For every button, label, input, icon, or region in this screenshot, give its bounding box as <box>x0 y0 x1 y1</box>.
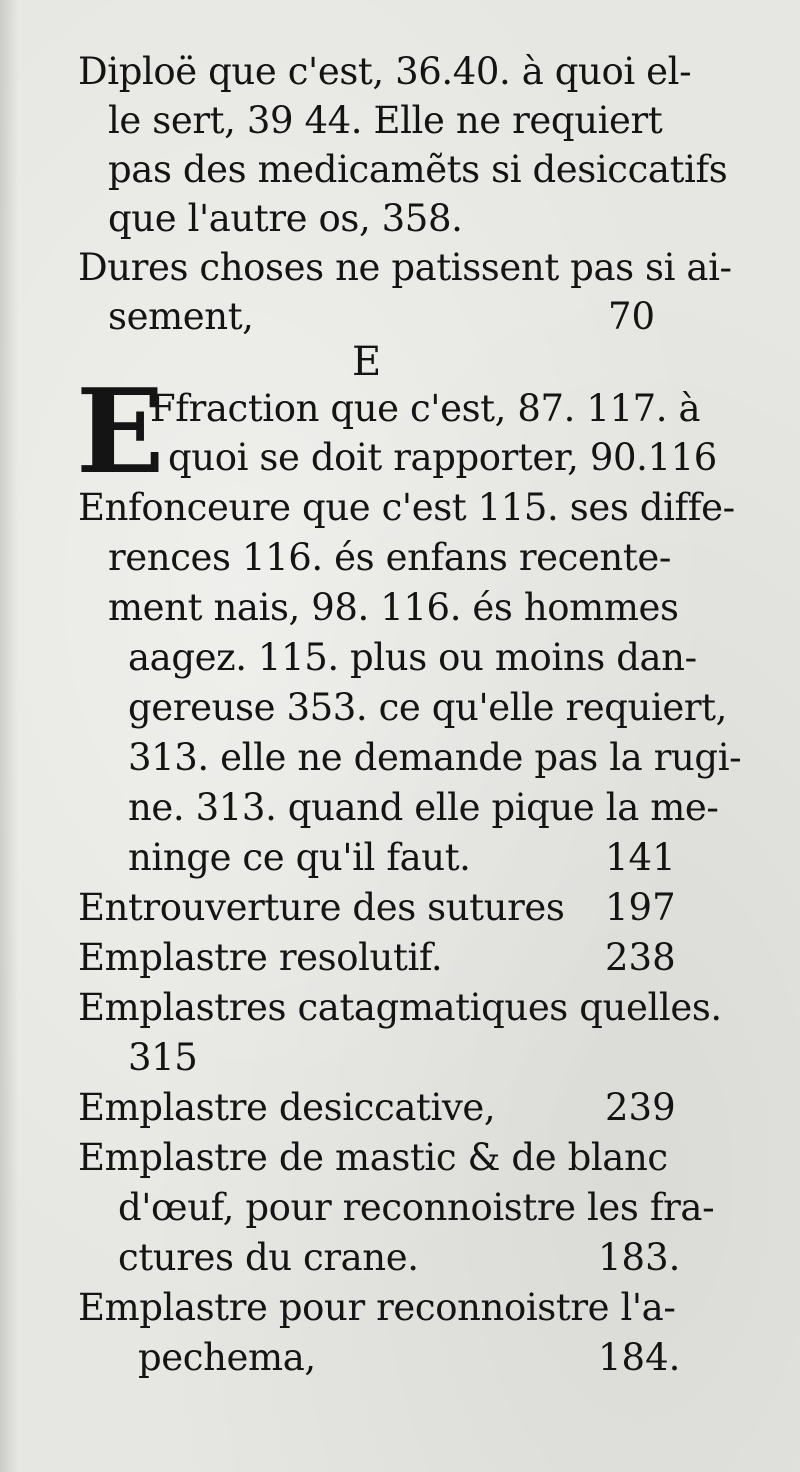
index-entry-line: Ffraction que c'est, 87. 117. à <box>150 387 701 430</box>
index-entry-line: Emplastre pour reconnoistre l'a- <box>78 1286 676 1329</box>
index-entry-line: ment nais, 98. 116. és hommes <box>108 586 679 629</box>
index-entry-line: Entrouverture des sutures <box>78 886 565 929</box>
page-number: 70 <box>608 295 656 338</box>
page-number: 183. <box>598 1236 681 1279</box>
index-entry-line: le sert, 39 44. Elle ne requiert <box>108 99 663 142</box>
index-entry-line: gereuse 353. ce qu'elle requiert, <box>128 686 728 729</box>
index-entry-line: 313. elle ne demande pas la rugi- <box>128 736 742 779</box>
index-entry-line: que l'autre os, 358. <box>108 197 463 240</box>
index-entry-line: pechema, <box>138 1336 316 1379</box>
index-entry-line: ne. 313. quand elle pique la me- <box>128 786 719 829</box>
page-number: 141 <box>605 836 676 879</box>
index-entry-line: Dures choses ne patissent pas si ai- <box>78 246 732 289</box>
index-entry-line: Emplastre de mastic & de blanc <box>78 1136 668 1179</box>
index-entry-line: rences 116. és enfans recente- <box>108 536 671 579</box>
page-number: 184. <box>598 1336 681 1379</box>
page-number: 197 <box>605 886 676 929</box>
index-entry-line: 315 <box>128 1036 198 1079</box>
page-edge-shadow <box>0 0 18 1472</box>
index-entry-line: sement, <box>108 295 254 338</box>
index-entry-line: pas des medicamẽts si desiccatifs <box>108 148 728 191</box>
index-entry-line: ctures du crane. <box>118 1236 419 1279</box>
index-entry-line: Enfonceure que c'est 115. ses diffe- <box>78 486 735 529</box>
index-entry-line: Emplastre desiccative, <box>78 1086 496 1129</box>
page-number: 239 <box>605 1086 676 1129</box>
index-entry-line: Emplastre resolutif. <box>78 936 443 979</box>
index-entry-line: Diploë que c'est, 36.40. à quoi el- <box>78 50 692 93</box>
section-letter-heading: E <box>352 339 382 385</box>
index-entry-line: Emplastres catagmatiques quelles. <box>78 986 722 1029</box>
dropcap-letter: E <box>76 364 165 500</box>
page-number: 238 <box>605 936 676 979</box>
index-entry-line: quoi se doit rapporter, 90.116 <box>168 436 717 479</box>
index-entry-line: d'œuf, pour reconnoistre les fra- <box>118 1186 715 1229</box>
index-entry-line: aagez. 115. plus ou moins dan- <box>128 636 697 679</box>
index-entry-line: ninge ce qu'il faut. <box>128 836 471 879</box>
